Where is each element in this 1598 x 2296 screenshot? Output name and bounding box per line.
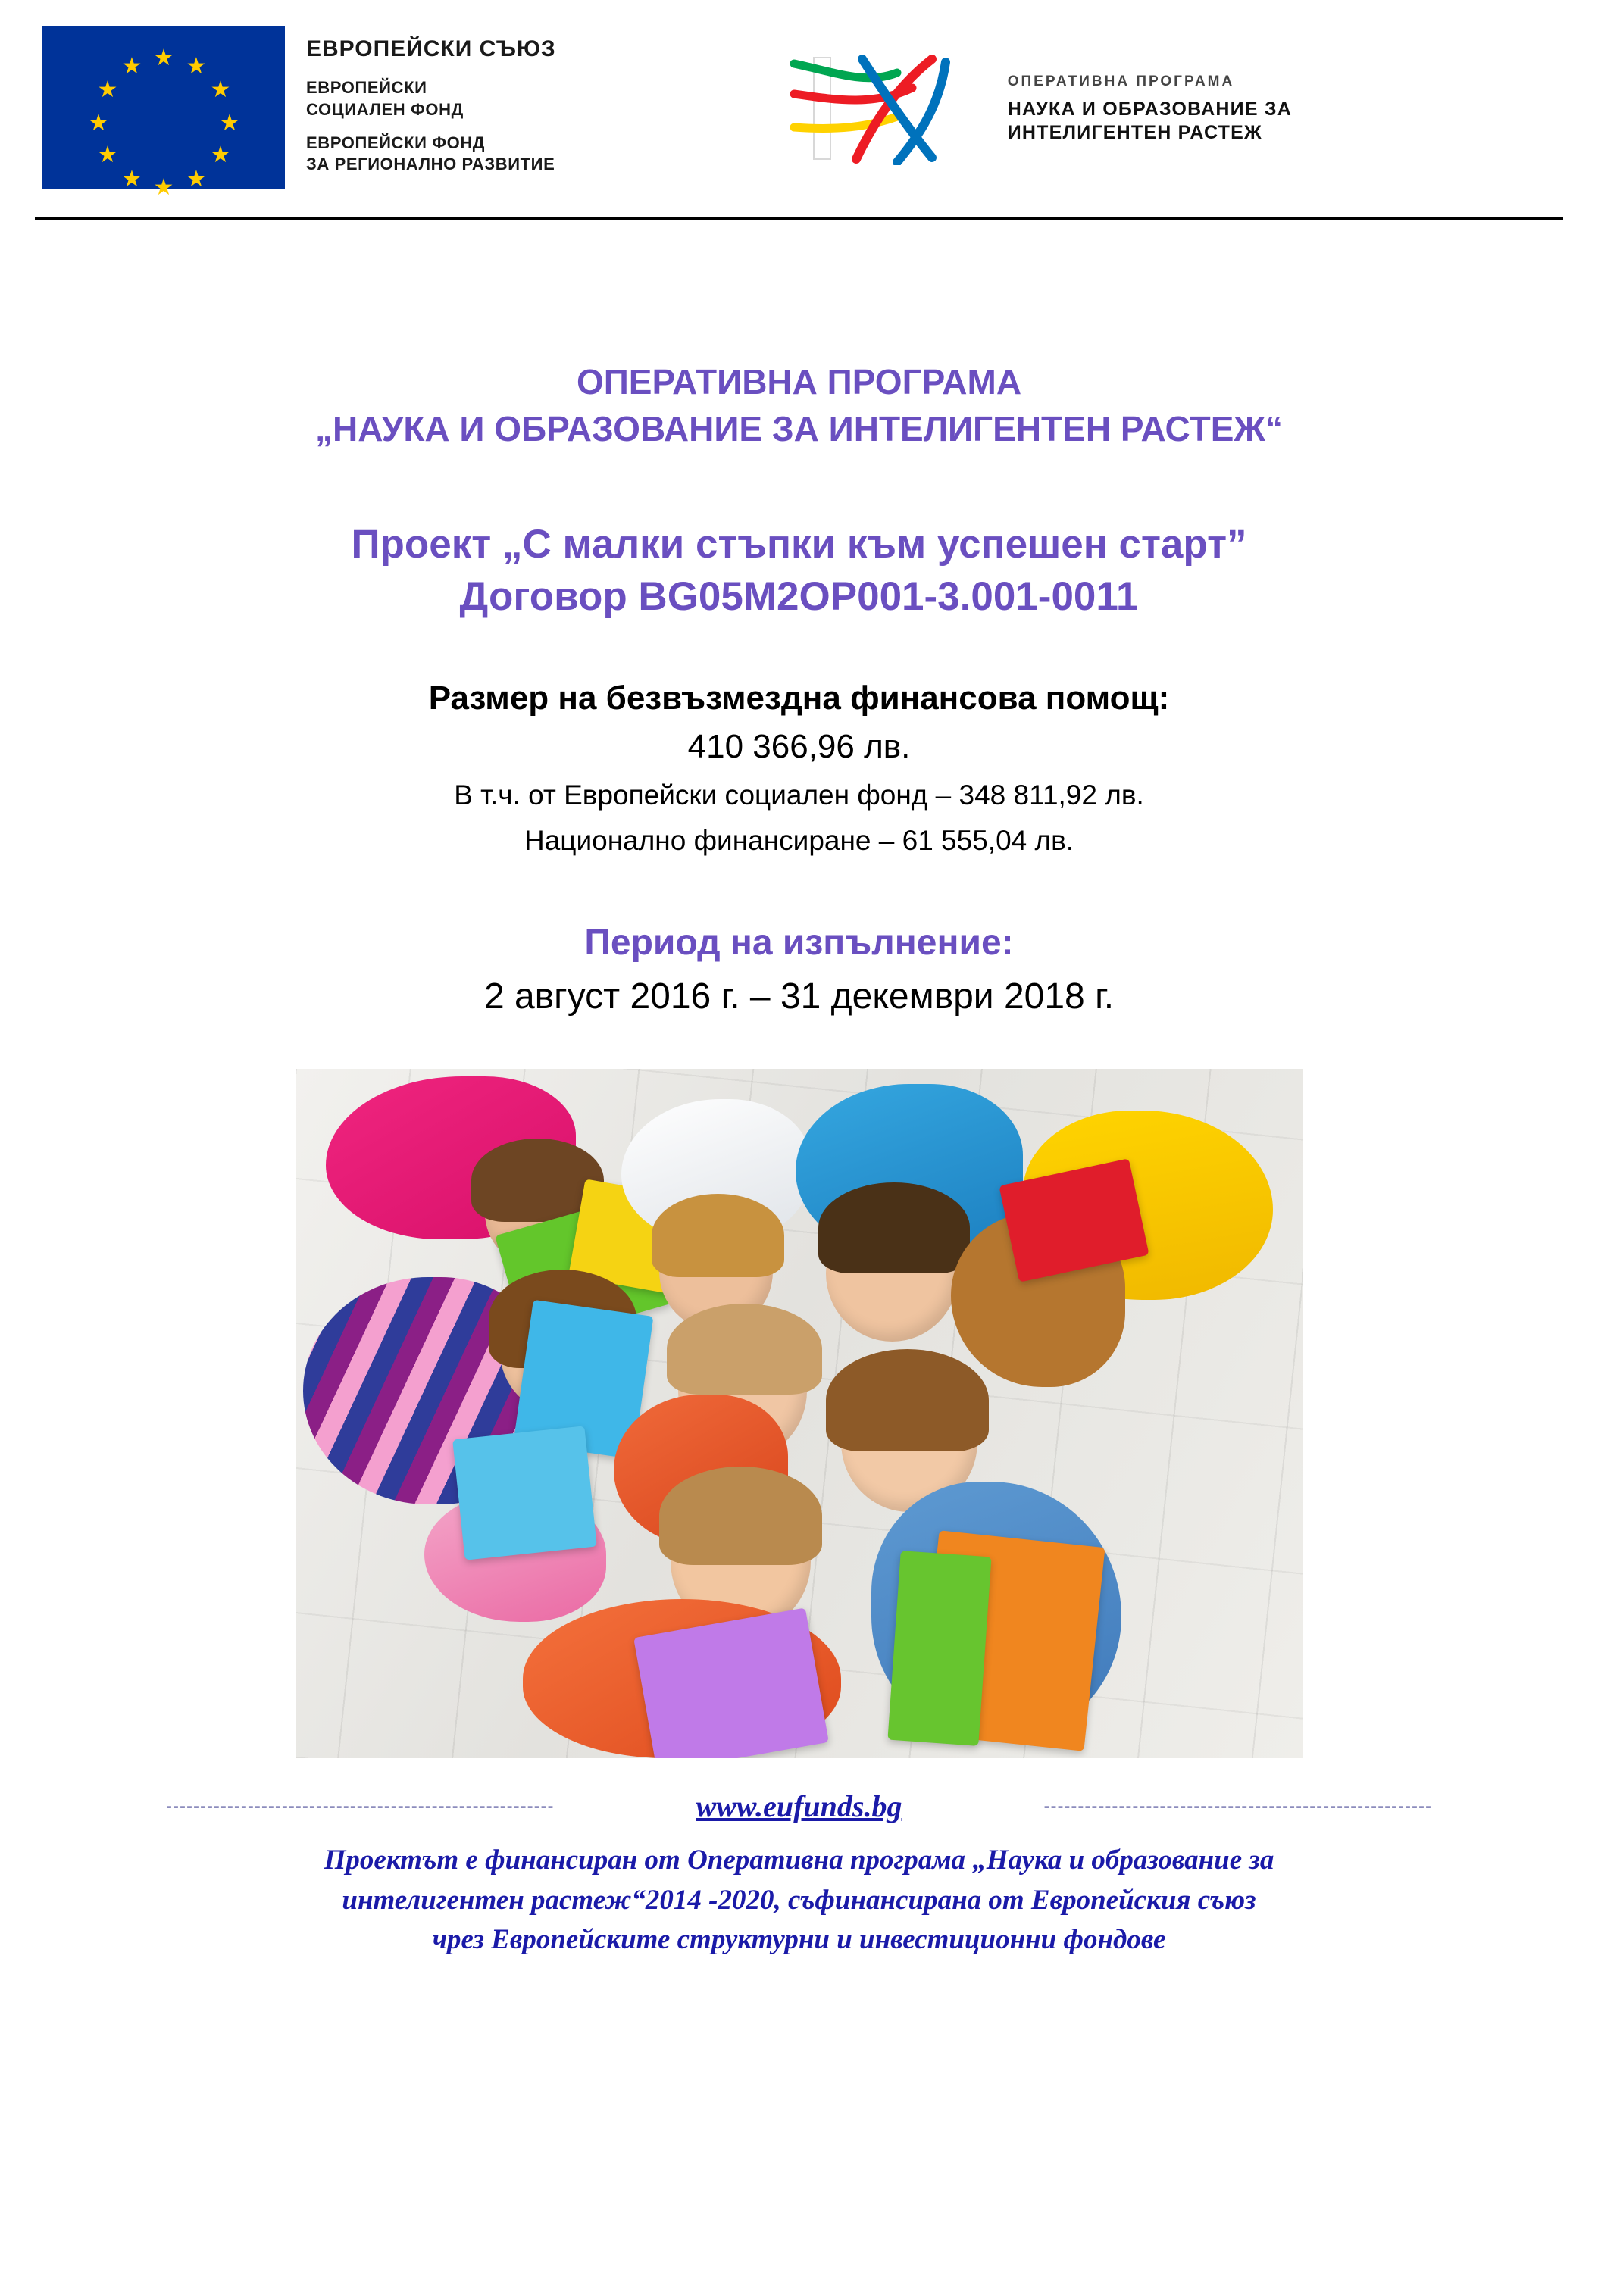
child-hair: [659, 1467, 822, 1565]
eu-title: ЕВРОПЕЙСКИ СЪЮЗ: [306, 36, 556, 61]
footer-funding-note: [35, 1841, 1563, 1960]
child-hair: [826, 1349, 989, 1451]
child-hair: [818, 1182, 970, 1273]
footer-note-line1: Проектът е финансиран от Оперативна програма „Наука и образование за: [324, 1845, 1274, 1876]
document-footer: [0, 1788, 1598, 1960]
program-title-line2: „НАУКА И ОБРАЗОВАНИЕ ЗА ИНТЕЛИГЕНТЕН РАСТЕЖ“: [315, 408, 1283, 448]
op-program-block: [783, 26, 1292, 165]
child-hair: [667, 1304, 822, 1395]
grant-amount: 410 366,96 лв.: [687, 728, 911, 766]
project-contract-number: Договор BG05M2OP001-3.001-0011: [459, 574, 1139, 620]
children-photo: [296, 1069, 1303, 1758]
eu-emblem-block: [42, 26, 556, 200]
op-program-text: [1008, 72, 1292, 145]
document-body: [0, 359, 1598, 1758]
footer-note-line3: чрез Европейските структурни и инвестиционни фондове: [432, 1924, 1166, 1956]
eu-emblem-text: [306, 26, 556, 187]
op-program-big-line1: НАУКА И ОБРАЗОВАНИЕ ЗА: [1007, 98, 1292, 120]
book: [452, 1426, 597, 1560]
grant-national-share: Национално финансиране – 61 555,04 лв.: [524, 825, 1074, 857]
book: [887, 1551, 991, 1746]
document-header: [0, 0, 1598, 220]
header-logos-row: [35, 26, 1563, 200]
op-program-small: ОПЕРАТИВНА ПРОГРАМА: [1007, 73, 1235, 89]
project-title: [53, 519, 1545, 623]
eu-flag-icon: ★ ★ ★ ★ ★ ★ ★ ★ ★ ★ ★ ★: [42, 26, 285, 189]
op-program-big-line2: ИНТЕЛИГЕНТЕН РАСТЕЖ: [1007, 121, 1262, 143]
header-divider: [35, 217, 1563, 220]
footer-dashes-left: ---------------------------------------------------------: [165, 1795, 555, 1816]
program-title: [53, 359, 1545, 452]
footer-note-line2: интелигентен растеж“2014 -2020, съфинансирана от Европейския съюз: [342, 1884, 1256, 1916]
footer-dashes-right: ---------------------------------------------------------: [1043, 1795, 1433, 1816]
eu-fund-erdf-line2: ЗА РЕГИОНАЛНО РАЗВИТИЕ: [306, 154, 555, 173]
op-science-education-logo-icon: [783, 52, 988, 165]
eu-fund-erdf: [306, 133, 556, 175]
child-hair: [652, 1194, 784, 1277]
eu-fund-esf-line2: СОЦИАЛЕН ФОНД: [306, 99, 464, 119]
footer-website-row: [35, 1788, 1563, 1824]
period-label: Период на изпълнение:: [584, 923, 1014, 964]
eu-fund-erdf-line1: ЕВРОПЕЙСКИ ФОНД: [306, 133, 486, 152]
eu-fund-esf: [306, 77, 556, 120]
eu-fund-esf-line1: ЕВРОПЕЙСКИ: [306, 78, 427, 98]
grant-label: Размер на безвъзмездна финансова помощ:: [428, 679, 1170, 717]
project-title-line1: Проект „С малки стъпки към успешен старт”: [351, 522, 1247, 567]
program-title-line1: ОПЕРАТИВНА ПРОГРАМА: [576, 362, 1022, 401]
period-value: 2 август 2016 г. – 31 декември 2018 г.: [483, 976, 1115, 1017]
grant-esf-share: В т.ч. от Европейски социален фонд – 348 811,92 лв.: [454, 779, 1144, 811]
eufunds-website-link[interactable]: www.eufunds.bg: [696, 1789, 902, 1824]
